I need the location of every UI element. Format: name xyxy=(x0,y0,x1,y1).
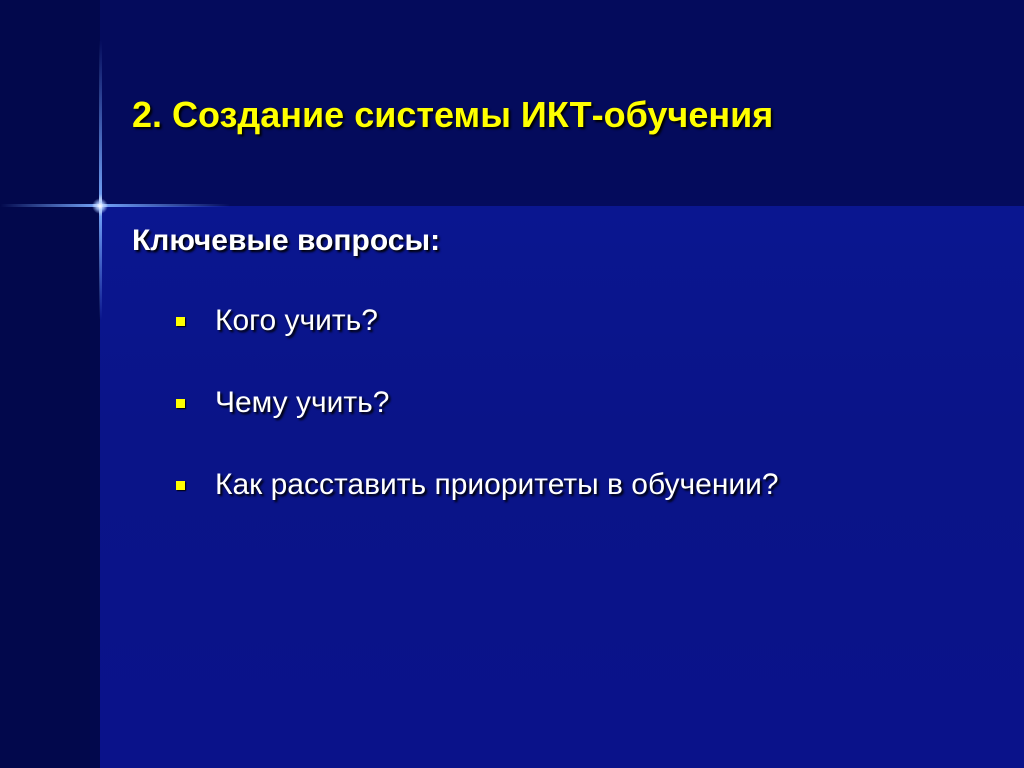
star-glow-horizontal xyxy=(0,204,230,207)
star-glow-vertical xyxy=(99,40,102,320)
square-bullet-icon xyxy=(176,399,185,408)
square-bullet-icon xyxy=(176,481,185,490)
bullet-item xyxy=(176,382,779,424)
bullet-item xyxy=(176,300,779,342)
bullet-text: Чему учить? xyxy=(215,386,390,419)
slide-subtitle: Ключевые вопросы: xyxy=(132,224,441,257)
left-strip xyxy=(0,0,100,768)
bullet-text: Как расставить приоритеты в обучении? xyxy=(215,468,779,501)
star-glow-icon xyxy=(92,198,108,214)
square-bullet-icon xyxy=(176,317,185,326)
bullet-text: Кого учить? xyxy=(215,304,378,337)
bullet-list xyxy=(176,300,779,546)
slide-title: 2. Создание системы ИКТ-обучения xyxy=(132,94,774,135)
bullet-item xyxy=(176,464,779,506)
